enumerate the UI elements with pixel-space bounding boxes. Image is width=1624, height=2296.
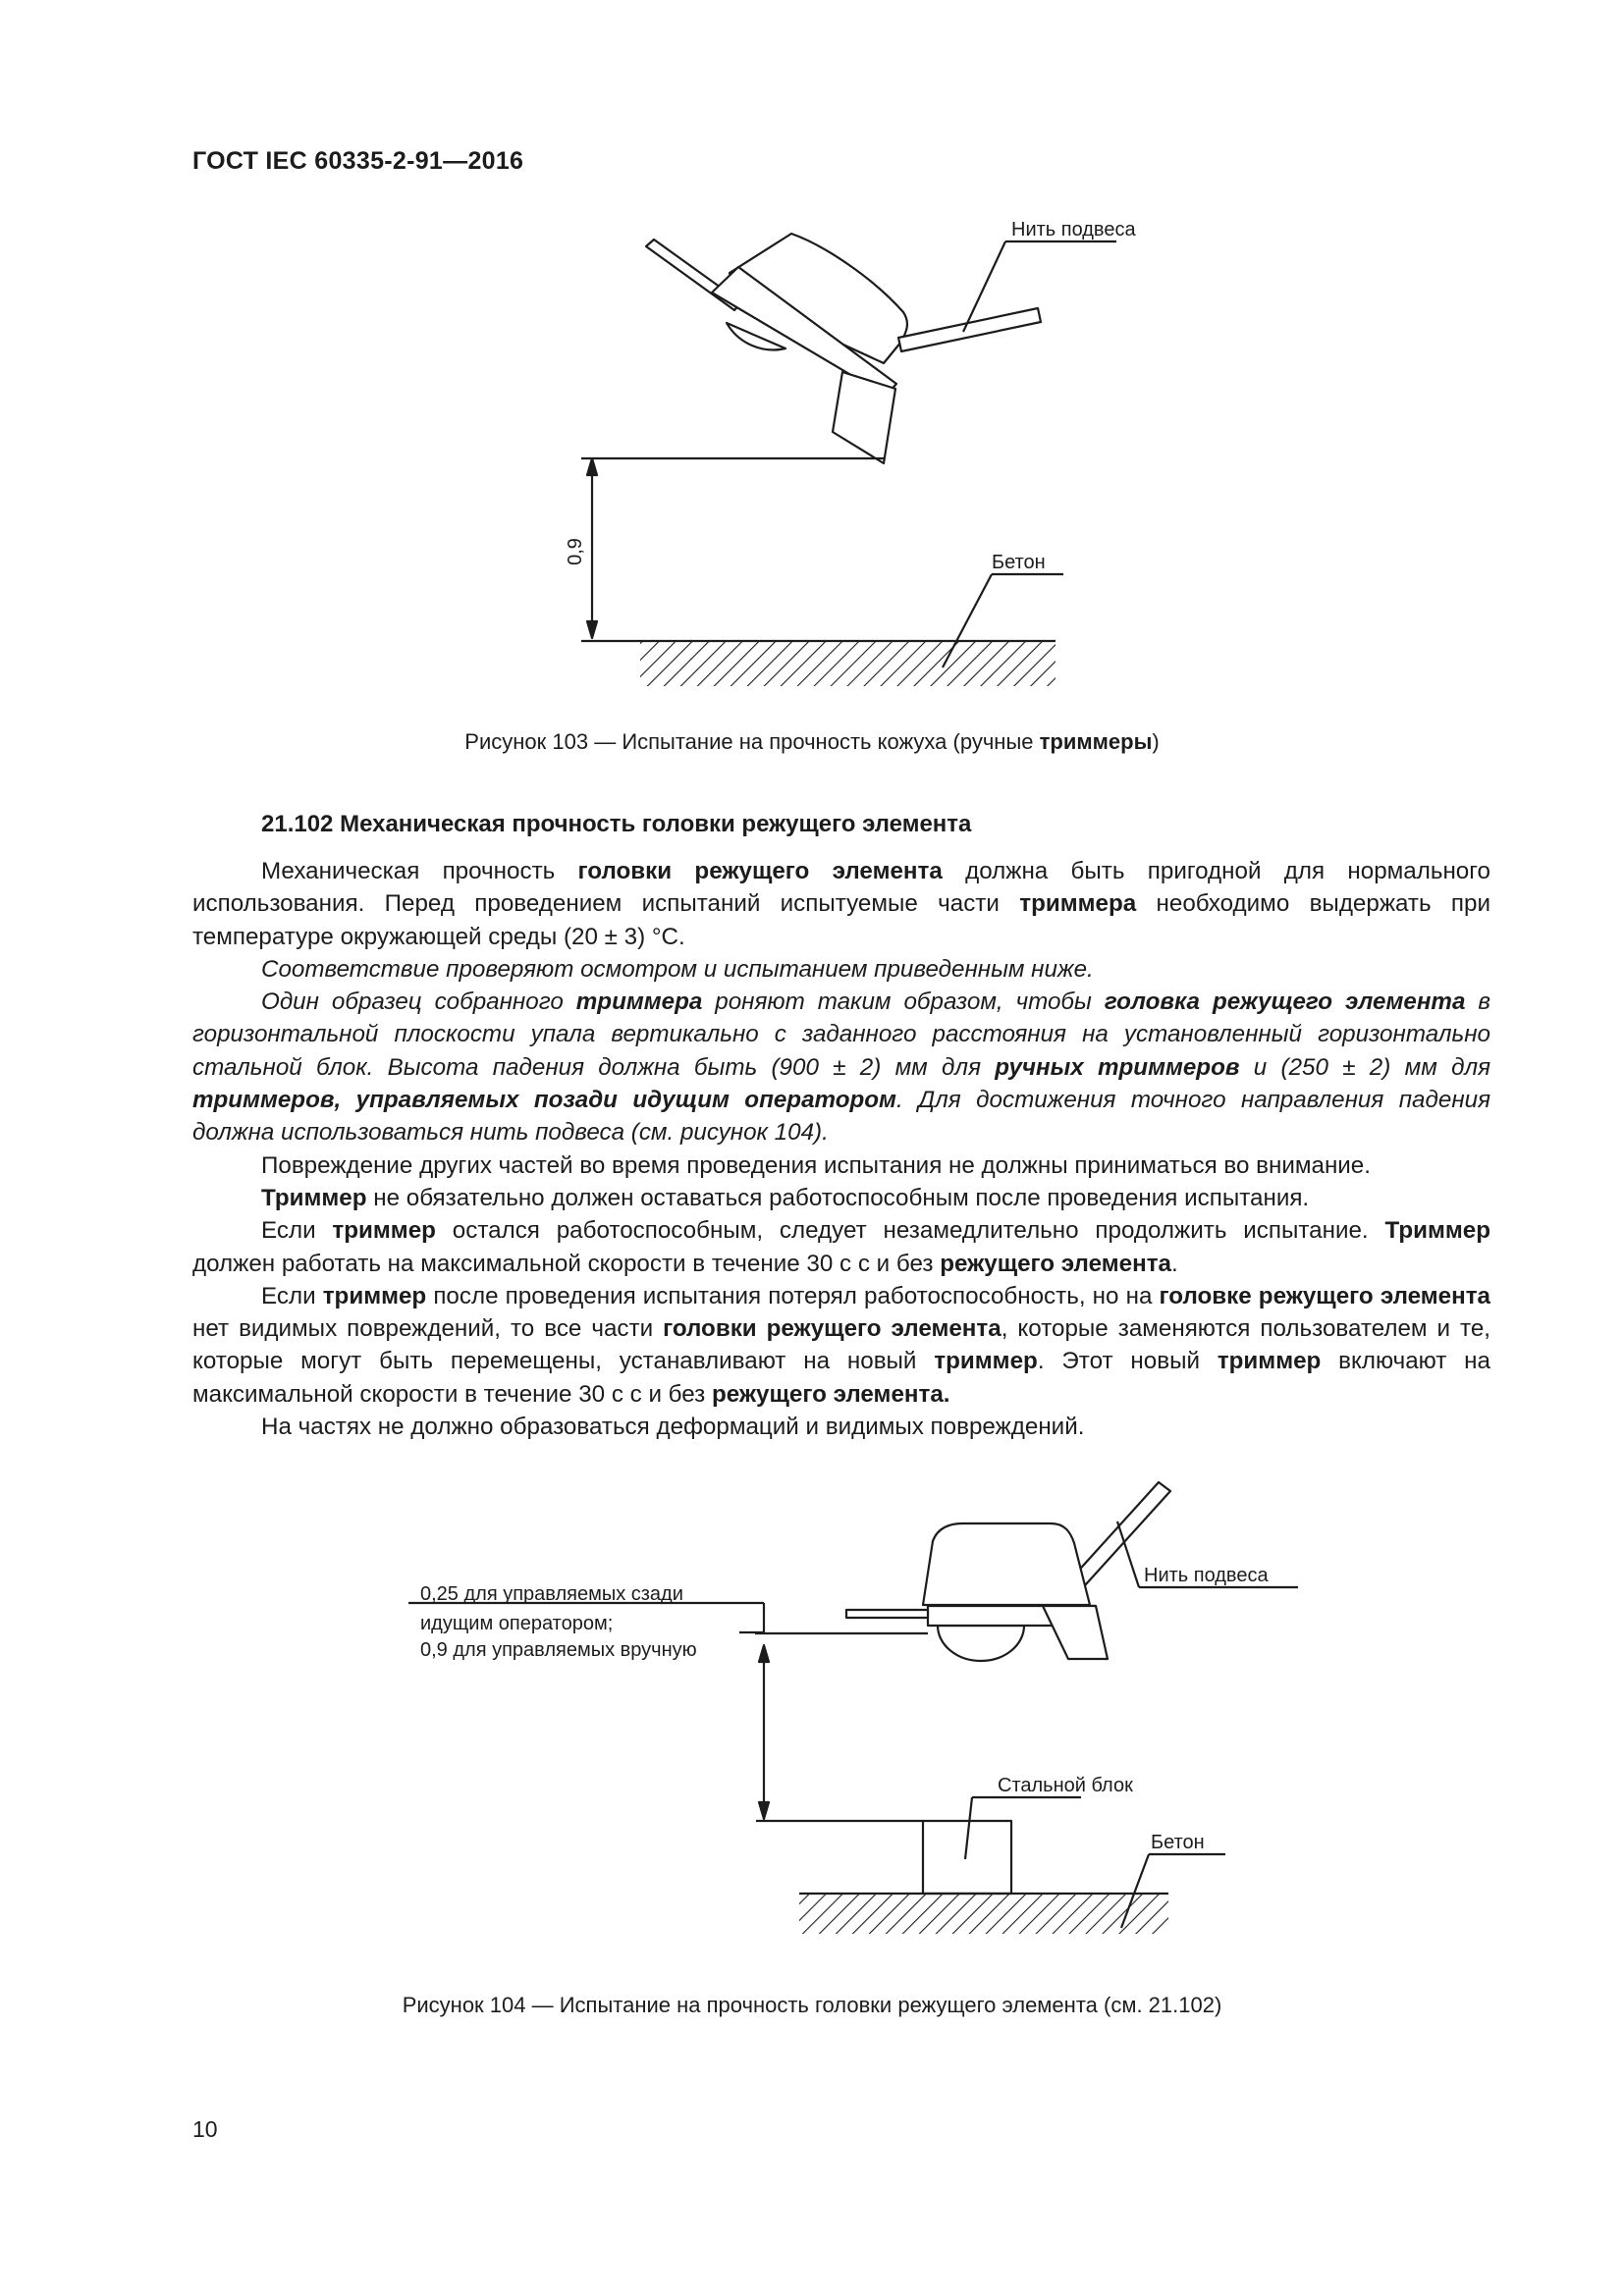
figure-103-caption: Рисунок 103 — Испытание на прочность кожуха (ручные триммеры) — [464, 729, 1160, 754]
concrete-ground-hatch — [799, 1895, 1168, 1934]
paragraph-8: На частях не должно образоваться деформаций и видимых повреждений. — [261, 1414, 1085, 1441]
paragraph-2: Соответствие проверяют осмотром и испытанием приведенным ниже. — [261, 955, 1094, 983]
steel-block-label: Стальной блок — [998, 1775, 1133, 1796]
drop-height-label-line-1: 0,25 для управляемых сзади — [420, 1583, 683, 1605]
trimmer-foot — [1043, 1606, 1108, 1659]
figure-104-caption: Рисунок 104 — Испытание на прочность головки режущего элемента (см. 21.102) — [402, 1993, 1222, 2017]
drop-height-label-line-3: 0,9 для управляемых вручную — [420, 1639, 697, 1661]
paragraph-6: Если триммер остался работоспособным, следует незамедлительно продолжить испытание. Триммер должен работать на максимальной скорости в течение 30 с с и без режущего элемента. — [192, 1217, 1490, 1277]
drop-height-label-line-2: идущим оператором; — [420, 1613, 614, 1634]
section-title: 21.102 Механическая прочность головки режущего элемента — [261, 811, 972, 837]
concrete-label: Бетон — [1151, 1832, 1205, 1853]
page-number: 10 — [192, 2116, 218, 2142]
trimmer-head-body — [923, 1523, 1090, 1605]
cord-label: Нить подвеса — [1011, 219, 1136, 240]
trimmer-shaft — [846, 1610, 928, 1618]
concrete-ground-hatch — [640, 642, 1056, 686]
cutter-guard — [938, 1626, 1024, 1661]
trimmer-foot — [833, 372, 895, 463]
paragraph-5: Триммер не обязательно должен оставаться работоспособным после проведения испытания. — [261, 1184, 1310, 1211]
body-text — [192, 855, 1490, 1443]
figure-104-diagram — [0, 1453, 1624, 1963]
paragraph-4: Повреждение других частей во время проведения испытания не должны приниматься во внимание. — [261, 1151, 1371, 1179]
standard-designation: ГОСТ IEC 60335-2-91—2016 — [192, 147, 524, 175]
paragraph-1: Механическая прочность головки режущего элемента должна быть пригодной для нормального использования. Перед проведением испытаний испытуемые части триммера необходимо выдержать при температуре окружающей среды (20 ± 3) °С. — [192, 858, 1491, 950]
paragraph-7: Если триммер после проведения испытания потерял работоспособность, но на головке режущего элемента нет видимых повреждений, то все части головки режущего элемента, которые заменяются пользователем и те, которые могут быть перемещены, устанавливают на новый триммер. Этот новый триммер включают на максимальной скорости в течение 30 с с и без режущего элемента. — [192, 1282, 1490, 1408]
cord-label: Нить подвеса — [1144, 1565, 1269, 1586]
height-label: 0,9 — [565, 538, 586, 565]
figure-103-diagram — [0, 0, 1624, 726]
paragraph-3: Один образец собранного триммера роняют таким образом, чтобы головка режущего элемента в горизонтальной плоскости упала вертикально с заданного расстояния на установленный горизонтально стальной блок. Высота падения должна быть (900 ± 2) мм для ручных триммеров и (250 ± 2) мм для триммеров, управляемых позади идущим оператором. Для достижения точного направления падения должна использоваться нить подвеса (см. рисунок 104). — [192, 988, 1491, 1147]
concrete-label: Бетон — [992, 552, 1046, 573]
suspension-cord — [898, 308, 1041, 351]
